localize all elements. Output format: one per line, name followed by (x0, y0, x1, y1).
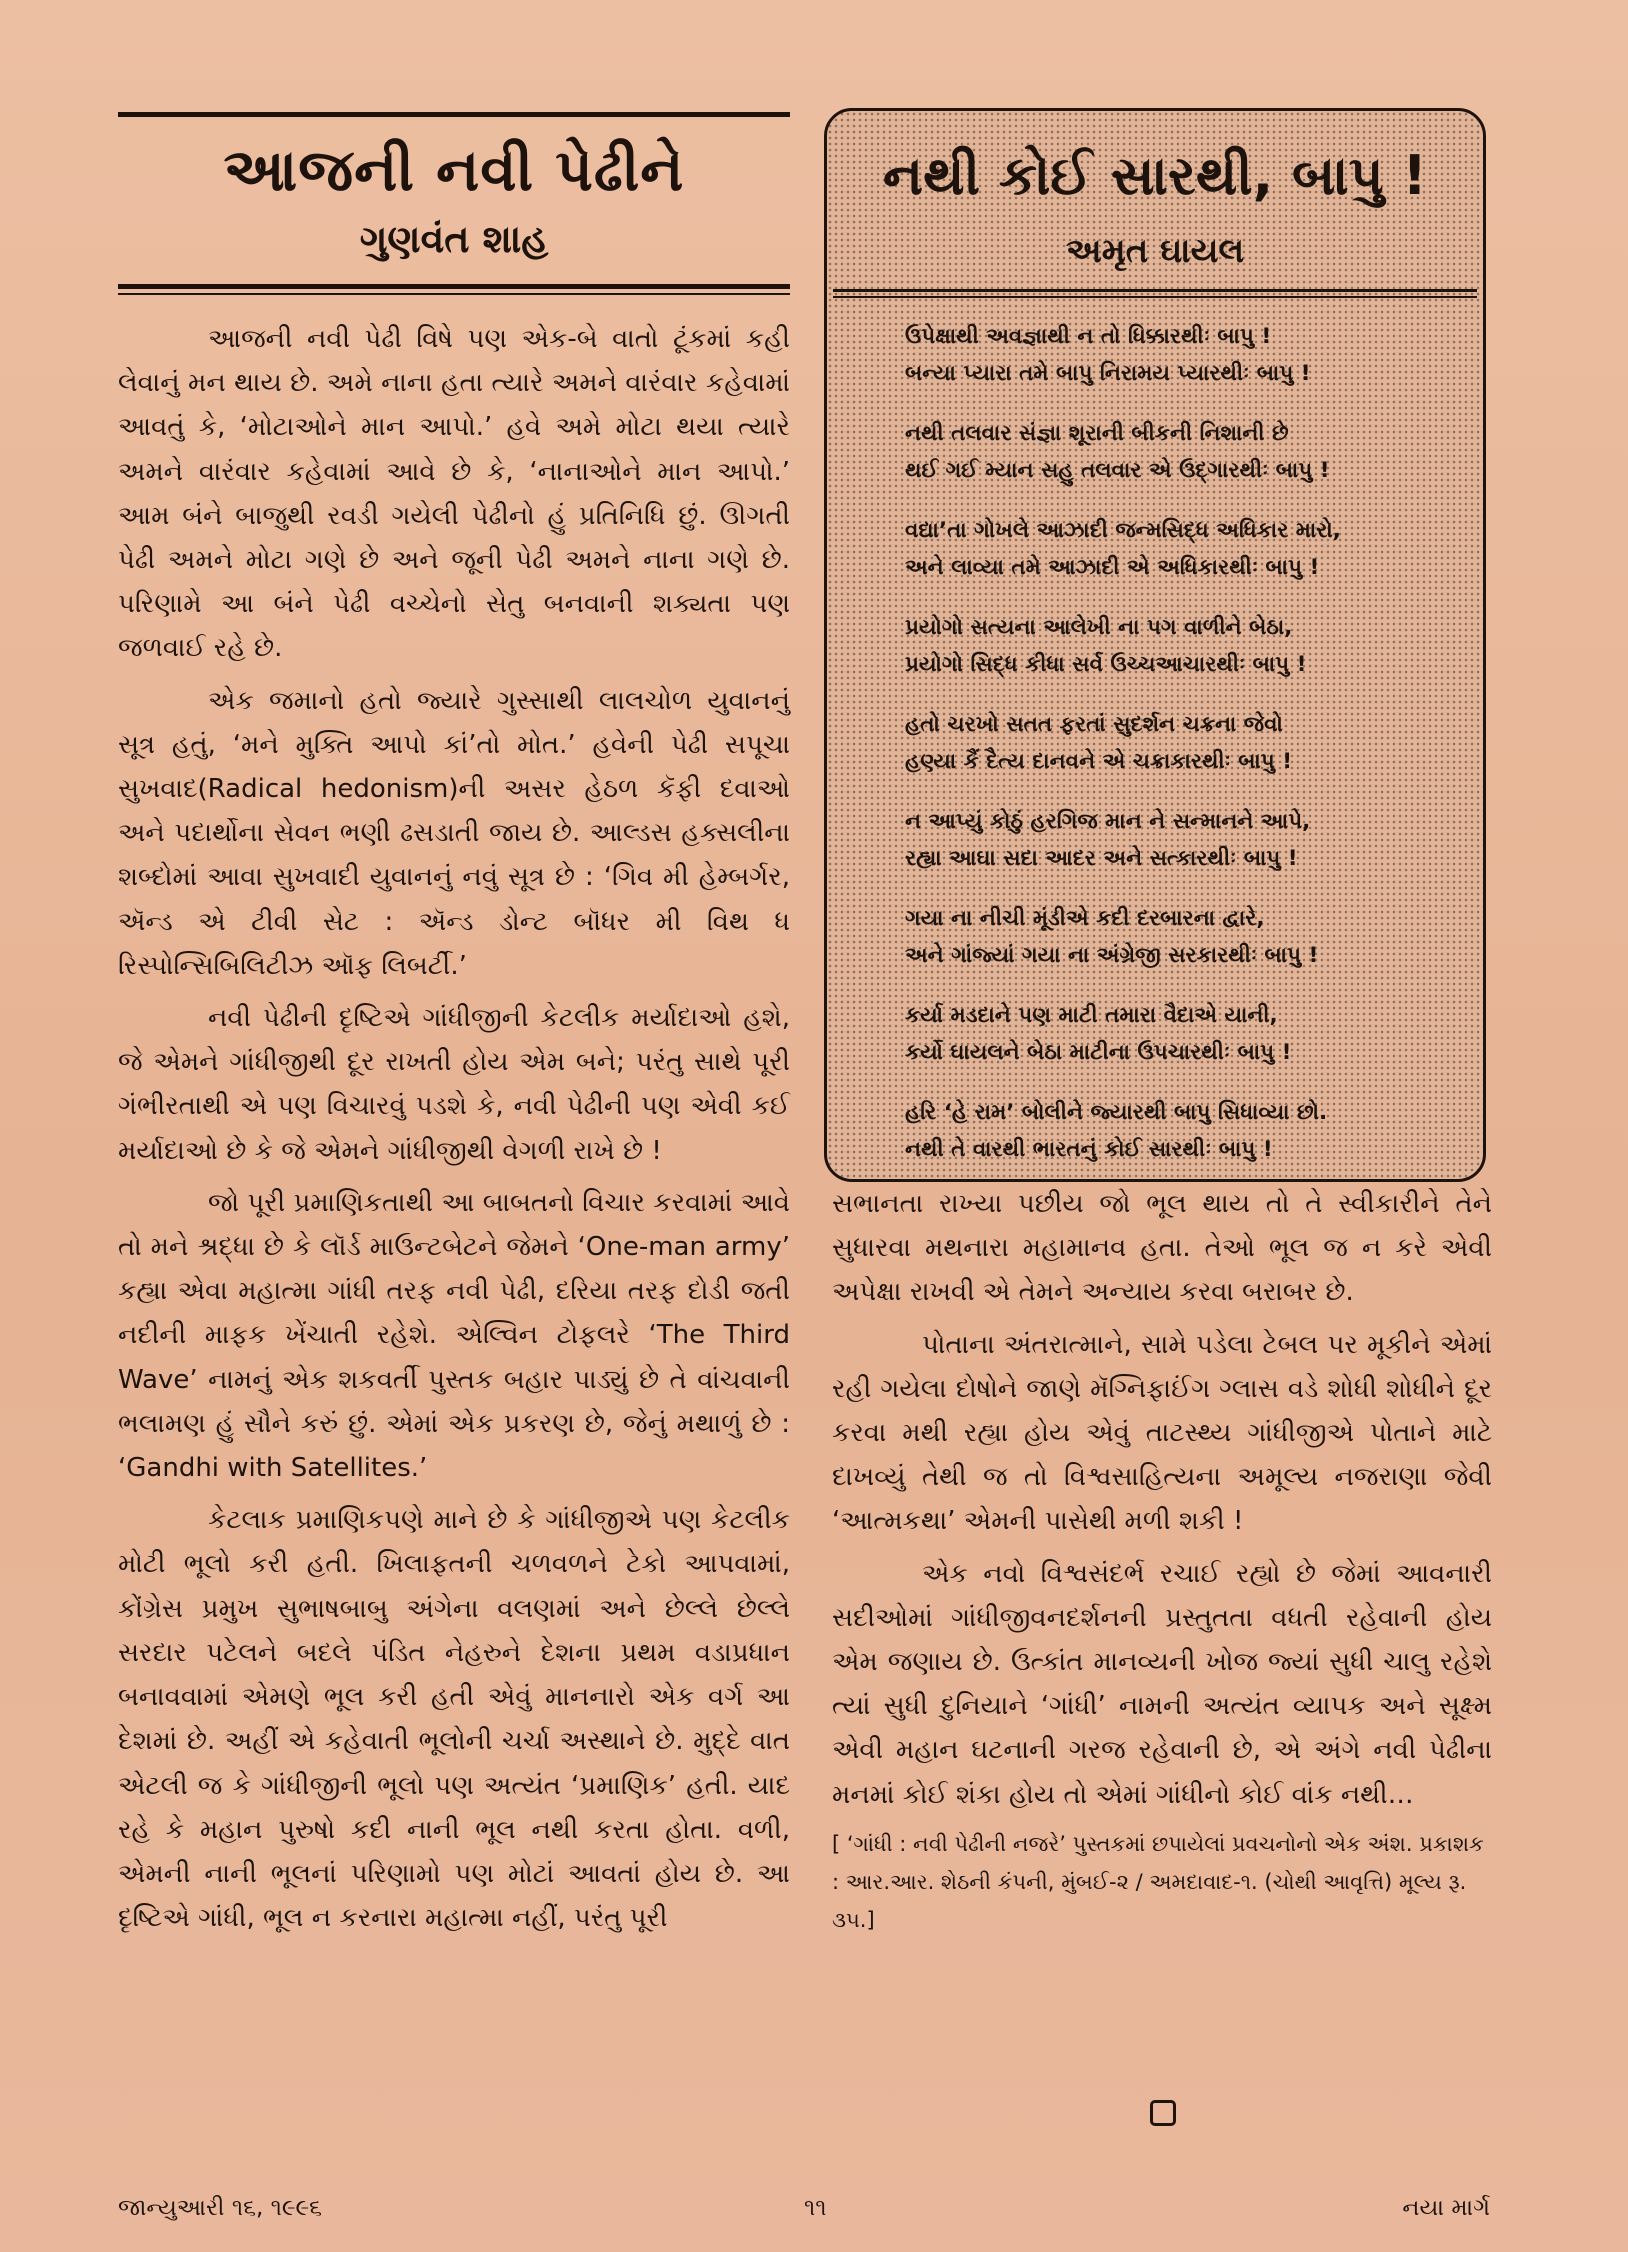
stanza (905, 318, 1443, 392)
poem-line: અને લાવ્યા તમે આઝાદી એ અધિકારથીઃ બાપુ ! (905, 554, 1320, 580)
divider-rule (118, 284, 790, 289)
stanza (905, 803, 1443, 877)
poem-line: બન્યા પ્યારા તમે બાપુ નિરામય પ્યારથીઃ બાપુ ! (905, 360, 1311, 386)
poem-line: હરિ ‘હે રામ’ બોલીને જ્યારથી બાપુ સિધાવ્યા છો. (905, 1099, 1328, 1125)
magazine-name: નયા માર્ગ (1402, 2195, 1490, 2221)
poem-line: ન આપ્યું કોઠું હરગિજ માન ને સન્માનને આપે, (905, 808, 1311, 834)
poem-line: ઉપેક્ષાથી અવજ્ઞાથી ન તો ધિક્કારથીઃ બાપુ ! (905, 323, 1272, 349)
poem-rule (833, 289, 1477, 292)
stanza (905, 1094, 1443, 1168)
stanza (905, 706, 1443, 780)
poem-line: ગયા ના નીચી મૂંડીએ કદી દરબારના દ્વારે, (905, 905, 1265, 931)
stanza (905, 997, 1443, 1071)
poem-box (824, 108, 1486, 1182)
article-title: આજની નવી પેઢીને (223, 136, 685, 204)
poem-line: અને ગાંજ્યાં ગયા ના અંગ્રેજી સરકારથીઃ બાપુ ! (905, 942, 1319, 968)
paragraph: એક નવો વિશ્વસંદર્ભ રચાઈ રહ્યો છે જેમાં આવનારી સદીઓમાં ગાંધીજીવનદર્શનની પ્રસ્તુતતા વધતી રહેવાની હોય એમ જણાય છે. ઉત્કાંત માનવ્યની ખોજ જ્યાં સુધી ચાલુ રહેશે ત્યાં સુધી દુનિયાને ‘ગાંધી’ નામની અત્યંત વ્યાપક અને સૂક્ષ્મ એવી મહાન ઘટનાની ગરજ રહેવાની છે, એ અંગે નવી પેઢીના મનમાં કોઈ શંકા હોય તો એમાં ગાંધીનો કોઈ વાંક નથી… (832, 1558, 1492, 1810)
poem-line: વદ્યા’તા ગોખલે આઝાદી જન્મસિદ્ધ અધિકાર મારો, (905, 517, 1341, 543)
poem-line: નથી તલવાર સંજ્ઞા શૂરાની બીકની નિશાની છે (905, 420, 1289, 446)
paragraph: સભાનતા રાખ્યા પછીય જો ભૂલ થાય તો તે સ્વીકારીને તેને સુધારવા મથનારા મહામાનવ હતા. તેઓ ભૂલ જ ન કરે એવી અપેક્ષા રાખવી એ તેમને અન્યાય કરવા બરાબર છે. (832, 1189, 1492, 1308)
paragraph: આજની નવી પેઢી વિષે પણ એક-બે વાતો ટૂંકમાં કહી લેવાનું મન થાય છે. અમે નાના હતા ત્યારે અમને વારંવાર કહેવામાં આવતું કે, ‘મોટાઓને માન આપો.’ હવે અમે મોટા થયા ત્યારે અમને વારંવાર કહેવામાં આવે છે કે, ‘નાનાઓને માન આપો.’ આમ બંને બાજુથી રવડી ગયેલી પેઢીનો હું પ્રતિનિધિ છું. ઊગતી પેઢી અમને મોટા ગણે છે અને જૂની પેઢી અમને નાના ગણે છે. પરિણામે આ બંને પેઢી વચ્ચેનો સેતુ બનવાની શક્યતા પણ જળવાઈ રહે છે. (118, 324, 790, 664)
poem-stanzas (827, 298, 1483, 1168)
article-body (118, 317, 790, 1940)
divider-rule-thin (118, 293, 790, 295)
poem-line: પ્રયોગો સત્યના આલેખી ના પગ વાળીને બેઠા, (905, 614, 1293, 640)
stanza (905, 900, 1443, 974)
left-article (118, 112, 790, 1948)
poem-line: રહ્યા આઘા સદા આદર અને સત્કારથીઃ બાપુ ! (905, 845, 1298, 871)
poem-line: પ્રયોગો સિદ્ધ કીધા સર્વ ઉચ્ચઆચારથીઃ બાપુ ! (905, 651, 1307, 677)
paragraph: પોતાના અંતરાત્માને, સામે પડેલા ટેબલ પર મૂકીને એમાં રહી ગયેલા દોષોને જાણે મૅગ્નિફાઈંગ ગ્લાસ વડે શોધી શોધીને દૂર કરવા મથી રહ્યા હોય એવું તાટસ્થ્ય ગાંધીજીએ પોતાને માટે દાખવ્યું તેથી જ તો વિશ્વસાહિત્યના અમૂલ્ય નજરાણા જેવી ‘આત્મકથા’ એમની પાસેથી મળી શકી ! (832, 1329, 1492, 1537)
poem-line: કર્યા મડદાને પણ માટી તમારા વૈદાએ યાની, (905, 1002, 1278, 1028)
footer-date: જાન્યુઆરી ૧૬, ૧૯૯૬ (118, 2195, 322, 2221)
poem-line: હણ્યા કૈં દૈત્ય દાનવને એ ચક્રાકારથીઃ બાપુ ! (905, 748, 1293, 774)
poem-line: હતો ચરખો સતત ફરતાં સુદર્શન ચક્રના જેવો (905, 711, 1283, 737)
poem-line: નથી તે વારથી ભારતનું કોઈ સારથીઃ બાપુ ! (905, 1136, 1273, 1162)
paragraph: નવી પેઢીની દૃષ્ટિએ ગાંધીજીની કેટલીક મર્યાદાઓ હશે, જે એમને ગાંધીજીથી દૂર રાખતી હોય એમ બને; પરંતુ સાથે પૂરી ગંભીરતાથી એ પણ વિચારવું પડશે કે, નવી પેઢીની પણ એવી કઈ મર્યાદાઓ છે કે જે એમને ગાંધીજીથી વેગળી રાખે છે ! (118, 1003, 790, 1166)
paragraph: કેટલાક પ્રમાણિકપણે માને છે કે ગાંધીજીએ પણ કેટલીક મોટી ભૂલો કરી હતી. ખિલાફતની ચળવળને ટેકો આપવામાં, કોંગ્રેસ પ્રમુખ સુભાષબાબુ અંગેના વલણમાં અને છેલ્લે છેલ્લે સરદાર પટેલને બદલે પંડિત નેહરુને દેશના પ્રથમ વડાપ્રધાન બનાવવામાં એમણે ભૂલ કરી હતી એવું માનનારો એક વર્ગ આ દેશમાં છે. અહીં એ કહેવાતી ભૂલોની ચર્ચા અસ્થાને છે. મુદ્દે વાત એટલી જ કે ગાંધીજીની ભૂલો પણ અત્યંત ‘પ્રમાણિક’ હતી. યાદ રહે કે મહાન પુરુષો કદી નાની ભૂલ નથી કરતા હોતા. વળી, એમની નાની ભૂલનાં પરિણામો પણ મોટાં આવતાં હોય છે. આ દૃષ્ટિએ ગાંધી, ભૂલ ન કરનારા મહાત્મા નહીં, પરંતુ પૂરી (118, 1505, 790, 1934)
stanza (905, 512, 1443, 586)
poem-line: થઈ ગઈ મ્યાન સહુ તલવાર એ ઉદ્‌ગારથીઃ બાપુ ! (905, 457, 1330, 483)
stanza (905, 609, 1443, 683)
poem-line: કર્યો ઘાયલને બેઠા માટીના ઉપચારથીઃ બાપુ ! (905, 1039, 1292, 1065)
source-note: [ ‘ગાંધી : નવી પેઢીની નજરે’ પુસ્તકમાં છપાયેલાં પ્રવચનોનો એક અંશ. પ્રકાશક : આર.આર. શેઠની કંપની, મુંબઈ-૨ / અમદાવાદ-૧. (ચોથી આવૃત્તિ) મૂલ્ય રૂ. ૩૫.] (832, 1831, 1484, 1932)
paragraph: જો પૂરી પ્રમાણિકતાથી આ બાબતનો વિચાર કરવામાં આવે તો મને શ્રદ્ધા છે કે લૉર્ડ માઉન્ટબેટને જેમને ‘One-man army’ કહ્યા એવા મહાત્મા ગાંધી તરફ નવી પેઢી, દરિયા તરફ દોડી જતી નદીની માફક ખેંચાતી રહેશે. એલ્વિન ટોફલરે ‘The Third Wave’ નામનું એક શકવર્તી પુસ્તક બહાર પાડ્યું છે તે વાંચવાની ભલામણ હું સૌને કરું છું. એમાં એક પ્રકરણ છે, જેનું મથાળું છે : ‘Gandhi with Satellites.’ (118, 1187, 790, 1484)
poem-title: નથી કોઈ સારથી, બાપુ ! (882, 144, 1428, 207)
end-mark-icon (1150, 2100, 1176, 2126)
poem-author: અમૃત ઘાયલ (1065, 231, 1245, 271)
article-author: ગુણવંત શાહ (359, 217, 549, 261)
page-number: ૧૧ (804, 2195, 827, 2221)
right-column (832, 1182, 1492, 1939)
article-continuation (832, 1182, 1492, 1817)
paragraph: એક જમાનો હતો જ્યારે ગુસ્સાથી લાલચોળ યુવાનનું સૂત્ર હતું, ‘મને મુક્તિ આપો કાં’તો મોત.’ હવેની પેઢી સપૂચા સુખવાદ(Radical hedonism)ની અસર હેઠળ કૅફી દવાઓ અને પદાર્થોના સેવન ભણી ઢસડાતી જાય છે. આલ્ડસ હક્સલીના શબ્દોમાં આવા સુખવાદી યુવાનનું નવું સૂત્ર છે : ‘ગિવ મી હેમ્બર્ગર, ઍન્ડ એ ટીવી સેટ : ઍન્ડ ડોન્ટ બૉધર મી વિથ ધ રિસ્પોન્સિબિલિટીઝ ઑફ લિબર્ટી.’ (118, 685, 790, 981)
top-rule (118, 112, 790, 117)
stanza (905, 415, 1443, 489)
